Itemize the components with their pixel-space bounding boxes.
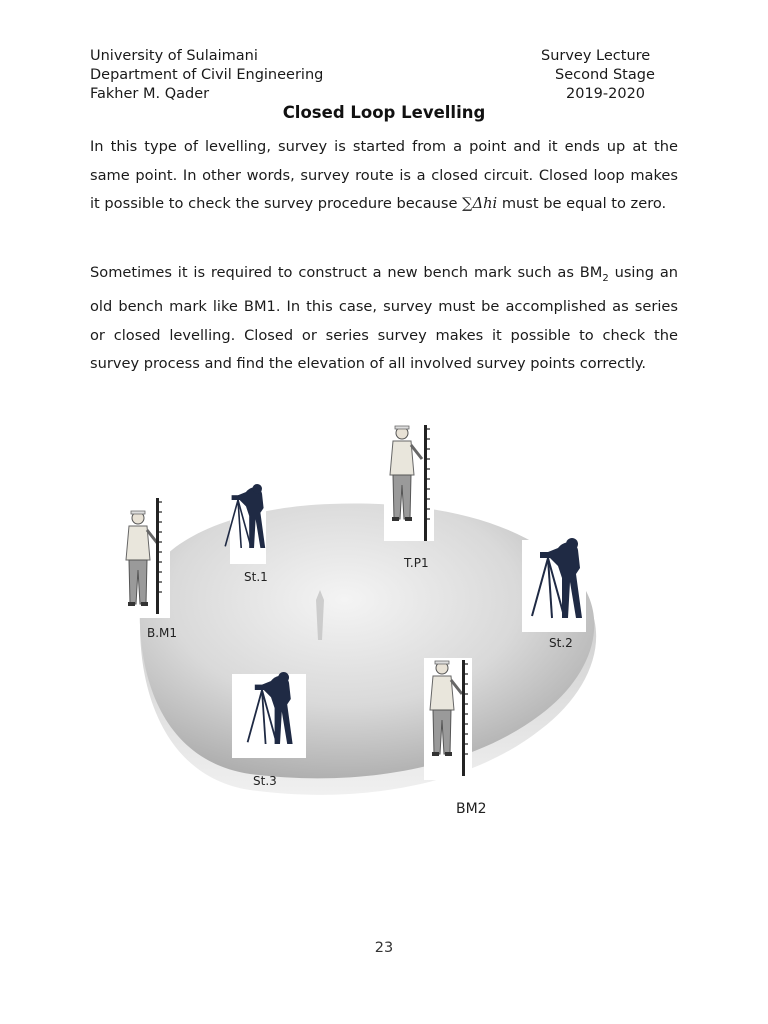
paragraph-1-text: In this type of levelling, survey is started from a point and it ends up at the same point. In other words, survey route is a closed circuit. Closed loop makes it possible to check the survey procedure because [90, 138, 678, 212]
instrument-st1-icon [225, 482, 266, 564]
header-year: 2019-2020 [566, 86, 646, 102]
instrument-st2-icon [522, 538, 586, 632]
header-right [541, 47, 655, 104]
staff-man-bm2-icon [424, 658, 472, 780]
page-number: 23 [374, 940, 394, 956]
header-left [90, 47, 323, 104]
staff-man-bm1-icon [116, 498, 170, 618]
paragraph-bench-mark [90, 259, 678, 379]
instrument-st3-icon [232, 672, 306, 758]
paragraph-2-start: Sometimes it is required to construct a new bench mark such as BM [90, 264, 603, 281]
header-course: Survey Lecture [541, 48, 651, 64]
label-st2: St.2 [549, 636, 573, 650]
header-university: University of Sulaimani [90, 48, 258, 64]
delta-hi: Δhi [472, 195, 498, 212]
label-st1: St.1 [244, 570, 268, 584]
sum-delta-hi-formula [462, 195, 497, 212]
closed-loop-levelling-figure [0, 410, 768, 830]
label-bm1: B.M1 [147, 626, 178, 640]
sum-symbol: ∑ [462, 195, 473, 212]
paragraph-closed-loop [90, 133, 678, 219]
label-tp1: T.P1 [404, 556, 429, 570]
paragraph-2-rest: using an old bench mark like BM1. In this case, survey must be accomplished as series or closed levelling. Closed or series survey makes it possible to check the survey process and find the elevation of all involved survey points correctly. [90, 264, 679, 373]
paragraph-1-ending: must be equal to zero. [497, 195, 667, 212]
page-title: Closed Loop Levelling [282, 103, 486, 122]
figure-svg [0, 410, 768, 830]
header-author: Fakher M. Qader [90, 86, 210, 102]
label-bm2: BM2 [456, 801, 487, 817]
label-st3: St.3 [253, 774, 277, 788]
bm-subscript: 2 [602, 272, 609, 284]
staff-man-tp1-icon [384, 423, 434, 541]
header-department: Department of Civil Engineering [90, 67, 324, 83]
header-stage: Second Stage [555, 67, 655, 83]
